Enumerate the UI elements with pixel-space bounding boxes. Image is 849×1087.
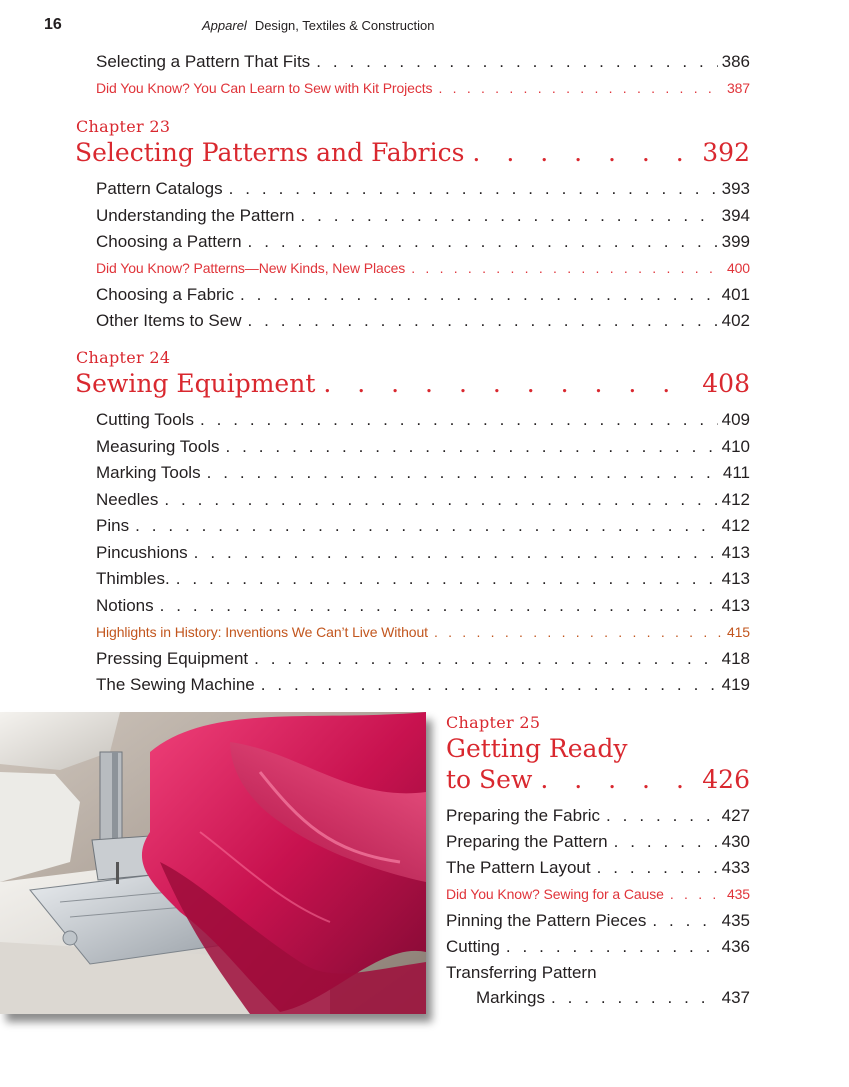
toc-entry[interactable] xyxy=(446,858,750,878)
dot-leader xyxy=(597,858,718,878)
toc-entry-title: Notions xyxy=(96,596,154,615)
toc-entry[interactable] xyxy=(446,832,750,852)
dot-leader xyxy=(229,179,718,199)
toc-entry-page: 399 xyxy=(721,232,750,251)
toc-entry-page: 412 xyxy=(721,490,750,509)
toc-entry-title: Cutting xyxy=(446,937,500,956)
page-number: 16 xyxy=(44,16,62,33)
dot-leader xyxy=(540,765,696,794)
chapter-page: 426 xyxy=(702,765,750,794)
toc-entry-page: 419 xyxy=(721,675,750,694)
dot-leader xyxy=(261,675,718,695)
dot-leader xyxy=(652,911,717,931)
toc-entry-title: Highlights in History: Inventions We Can’t Live Without xyxy=(96,624,428,640)
toc-entry-page: 387 xyxy=(726,80,750,96)
toc-entry-title: Understanding the Pattern xyxy=(96,206,295,225)
toc-entry[interactable] xyxy=(96,463,750,483)
toc-entry[interactable] xyxy=(96,543,750,563)
toc-entry-page: 430 xyxy=(721,832,750,851)
dot-leader xyxy=(411,260,723,276)
dot-leader xyxy=(225,437,717,457)
toc-feature-entry[interactable] xyxy=(96,624,750,640)
toc-entry-title: The Sewing Machine xyxy=(96,675,255,694)
dot-leader xyxy=(472,138,696,167)
toc-entry-title: The Pattern Layout xyxy=(446,858,591,877)
sewing-machine-illustration xyxy=(0,712,426,1014)
chapter-page: 408 xyxy=(702,369,750,398)
toc-entry[interactable] xyxy=(96,206,750,226)
toc-entry-title: Did You Know? Sewing for a Cause xyxy=(446,886,664,902)
toc-entry-title: Choosing a Fabric xyxy=(96,285,234,304)
chapter-label: Chapter 23 xyxy=(76,117,171,136)
toc-entry-title: Pincushions xyxy=(96,543,188,562)
toc-feature-entry[interactable] xyxy=(96,80,750,96)
toc-entry-page: 394 xyxy=(721,206,750,225)
toc-entry-page: 386 xyxy=(721,52,750,71)
running-head xyxy=(202,18,435,33)
dot-leader xyxy=(248,311,718,331)
toc-entry[interactable] xyxy=(96,232,750,252)
toc-entry-title: Cutting Tools xyxy=(96,410,194,429)
chapter-title-line1[interactable]: Getting Ready xyxy=(446,734,628,763)
toc-entry-title: Choosing a Pattern xyxy=(96,232,242,251)
dot-leader xyxy=(670,886,723,902)
dot-leader xyxy=(160,596,718,616)
book-title: Apparel xyxy=(202,18,247,33)
dot-leader xyxy=(194,543,718,563)
chapter-label: Chapter 25 xyxy=(446,713,541,732)
toc-entry-title: Preparing the Fabric xyxy=(446,806,601,825)
book-subtitle: Design, Textiles & Construction xyxy=(254,18,435,33)
dot-leader xyxy=(176,569,718,589)
toc-entry[interactable] xyxy=(446,806,750,826)
toc-entry-page: 393 xyxy=(721,179,750,198)
toc-feature-entry[interactable] xyxy=(446,886,750,902)
sewing-machine-photo xyxy=(0,712,426,1014)
toc-entry-page: 400 xyxy=(726,260,750,276)
toc-entry-page: 411 xyxy=(722,463,750,482)
toc-entry-title: Did You Know? Patterns—New Kinds, New Places xyxy=(96,260,406,276)
toc-entry-page: 413 xyxy=(721,596,750,615)
dot-leader xyxy=(240,285,718,305)
toc-entry[interactable] xyxy=(96,596,750,616)
toc-entry[interactable] xyxy=(476,988,750,1008)
toc-entry-title: Pinning the Pattern Pieces xyxy=(446,911,647,930)
toc-entry-title: Thimbles. xyxy=(96,569,170,588)
toc-entry-page: 410 xyxy=(721,437,750,456)
dot-leader xyxy=(438,80,722,96)
toc-entry[interactable] xyxy=(96,437,750,457)
chapter-title[interactable] xyxy=(446,765,750,794)
toc-entry-title: Measuring Tools xyxy=(96,437,220,456)
dot-leader xyxy=(254,649,717,669)
toc-entry-title: Markings xyxy=(476,988,545,1007)
toc-entry-line1[interactable] xyxy=(446,963,750,983)
toc-entry-page: 402 xyxy=(721,311,750,330)
dot-leader xyxy=(506,937,718,957)
toc-entry[interactable] xyxy=(96,649,750,669)
toc-entry-title: Did You Know? You Can Learn to Sew with Kit Projects xyxy=(96,80,433,96)
dot-leader xyxy=(200,410,718,430)
dot-leader xyxy=(300,206,717,226)
chapter-label: Chapter 24 xyxy=(76,348,171,367)
toc-entry-page: 409 xyxy=(721,410,750,429)
chapter-page: 392 xyxy=(702,138,750,167)
toc-entry-page: 435 xyxy=(721,911,750,930)
toc-entry-page: 412 xyxy=(721,516,750,535)
toc-entry-title: Preparing the Pattern xyxy=(446,832,608,851)
toc-entry[interactable] xyxy=(96,675,750,695)
toc-entry[interactable] xyxy=(96,410,750,430)
toc-entry-page: 415 xyxy=(726,624,750,640)
toc-entry-page: 427 xyxy=(721,806,750,825)
toc-entry-page: 433 xyxy=(721,858,750,877)
toc-entry-page: 401 xyxy=(721,285,750,304)
dot-leader xyxy=(606,806,718,826)
toc-entry[interactable] xyxy=(96,516,750,536)
dot-leader xyxy=(316,52,717,72)
toc-feature-entry[interactable] xyxy=(96,260,750,276)
toc-entry[interactable] xyxy=(96,569,750,589)
dot-leader xyxy=(614,832,718,852)
dot-leader xyxy=(135,516,718,536)
toc-entry[interactable] xyxy=(96,52,750,72)
chapter-title[interactable] xyxy=(75,138,750,167)
chapter-title[interactable] xyxy=(75,369,750,398)
dot-leader xyxy=(207,463,719,483)
toc-entry-page: 437 xyxy=(721,988,750,1007)
toc-entry[interactable] xyxy=(96,490,750,510)
dot-leader xyxy=(434,624,723,640)
toc-entry-title: Marking Tools xyxy=(96,463,201,482)
toc-entry[interactable] xyxy=(446,911,750,931)
toc-entry-title: Pattern Catalogs xyxy=(96,179,223,198)
toc-entry-page: 413 xyxy=(721,543,750,562)
dot-leader xyxy=(248,232,718,252)
toc-entry-page: 418 xyxy=(721,649,750,668)
toc-entry[interactable] xyxy=(96,311,750,331)
dot-leader xyxy=(551,988,718,1008)
chapter-title-text: Selecting Patterns and Fabrics xyxy=(75,138,465,167)
toc-entry[interactable] xyxy=(446,937,750,957)
chapter-title-text: to Sew xyxy=(446,765,533,794)
toc-entry-title: Pins xyxy=(96,516,130,535)
dot-leader xyxy=(164,490,717,510)
toc-entry-page: 413 xyxy=(721,569,750,588)
toc-entry[interactable] xyxy=(96,179,750,199)
toc-entry[interactable] xyxy=(96,285,750,305)
toc-entry-title: Other Items to Sew xyxy=(96,311,242,330)
toc-entry-title: Transferring Pattern xyxy=(446,963,597,982)
toc-entry-title: Pressing Equipment xyxy=(96,649,249,668)
toc-entry-page: 435 xyxy=(726,886,750,902)
chapter-title-text: Sewing Equipment xyxy=(75,369,316,398)
toc-entry-title: Needles xyxy=(96,490,159,509)
toc-entry-title: Selecting a Pattern That Fits xyxy=(96,52,311,71)
toc-entry-page: 436 xyxy=(721,937,750,956)
dot-leader xyxy=(323,369,696,398)
